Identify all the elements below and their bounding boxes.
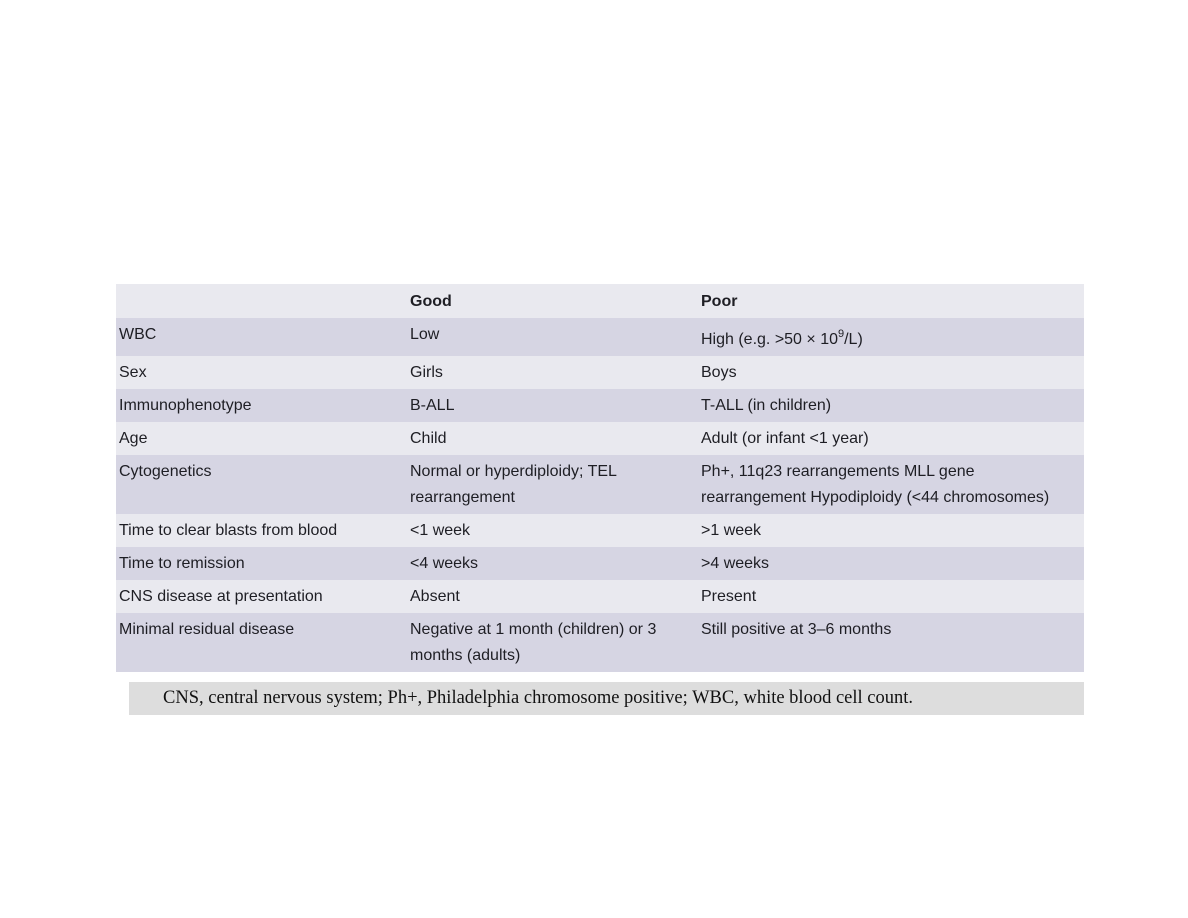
- good-cell: Low: [410, 326, 440, 343]
- table-row-blast-clearance: [116, 514, 1084, 547]
- good-cell: <4 weeks: [410, 555, 479, 572]
- poor-text: High (e.g. >50 × 10: [701, 331, 838, 348]
- factor-cell: CNS disease at presentation: [119, 588, 323, 605]
- factor-cell: Age: [119, 430, 148, 447]
- prognostic-factors-table: [116, 284, 1084, 672]
- factor-cell: Time to remission: [119, 555, 245, 572]
- header-factor: [116, 284, 407, 318]
- poor-cell: T-ALL (in children): [701, 397, 832, 414]
- table-row-remission: [116, 547, 1084, 580]
- table-row-immunophenotype: [116, 389, 1084, 422]
- good-cell: <1 week: [410, 522, 471, 539]
- table-row-cns-disease: [116, 580, 1084, 613]
- table-footnote: CNS, central nervous system; Ph+, Philadelphia chromosome positive; WBC, white blood cell count.: [129, 682, 1084, 715]
- poor-cell: Adult (or infant <1 year): [701, 430, 869, 447]
- good-cell: Girls: [410, 364, 443, 381]
- factor-cell: Immunophenotype: [119, 397, 252, 414]
- good-cell: Child: [410, 430, 447, 447]
- table-row-sex: [116, 356, 1084, 389]
- poor-cell: Boys: [701, 364, 737, 381]
- poor-cell: [698, 318, 1084, 356]
- poor-cell: Ph+, 11q23 rearrangements MLL gene rearrangement Hypodiploidy (<44 chromosomes): [701, 463, 1050, 506]
- good-cell: Absent: [410, 588, 460, 605]
- exponent: 9: [837, 328, 845, 340]
- poor-cell: Present: [701, 588, 757, 605]
- table-row-age: [116, 422, 1084, 455]
- poor-cell: >4 weeks: [701, 555, 770, 572]
- table-row-cytogenetics: [116, 455, 1084, 514]
- factor-cell: Sex: [119, 364, 147, 381]
- poor-unit: /L): [844, 331, 863, 348]
- factor-cell: Time to clear blasts from blood: [119, 522, 338, 539]
- table-row-mrd: [116, 613, 1084, 672]
- table-row-wbc: [116, 318, 1084, 356]
- good-cell: B-ALL: [410, 397, 455, 414]
- poor-cell: Still positive at 3–6 months: [701, 621, 892, 638]
- header-good: Good: [410, 293, 452, 310]
- header-poor: Poor: [701, 293, 738, 310]
- table-header-row: [116, 284, 1084, 318]
- factor-cell: Minimal residual disease: [119, 621, 295, 638]
- good-cell: Negative at 1 month (children) or 3 months (adults): [410, 621, 657, 664]
- factor-cell: WBC: [119, 326, 157, 343]
- poor-cell: >1 week: [701, 522, 762, 539]
- factor-cell: Cytogenetics: [119, 463, 212, 480]
- good-cell: Normal or hyperdiploidy; TEL rearrangement: [410, 463, 617, 506]
